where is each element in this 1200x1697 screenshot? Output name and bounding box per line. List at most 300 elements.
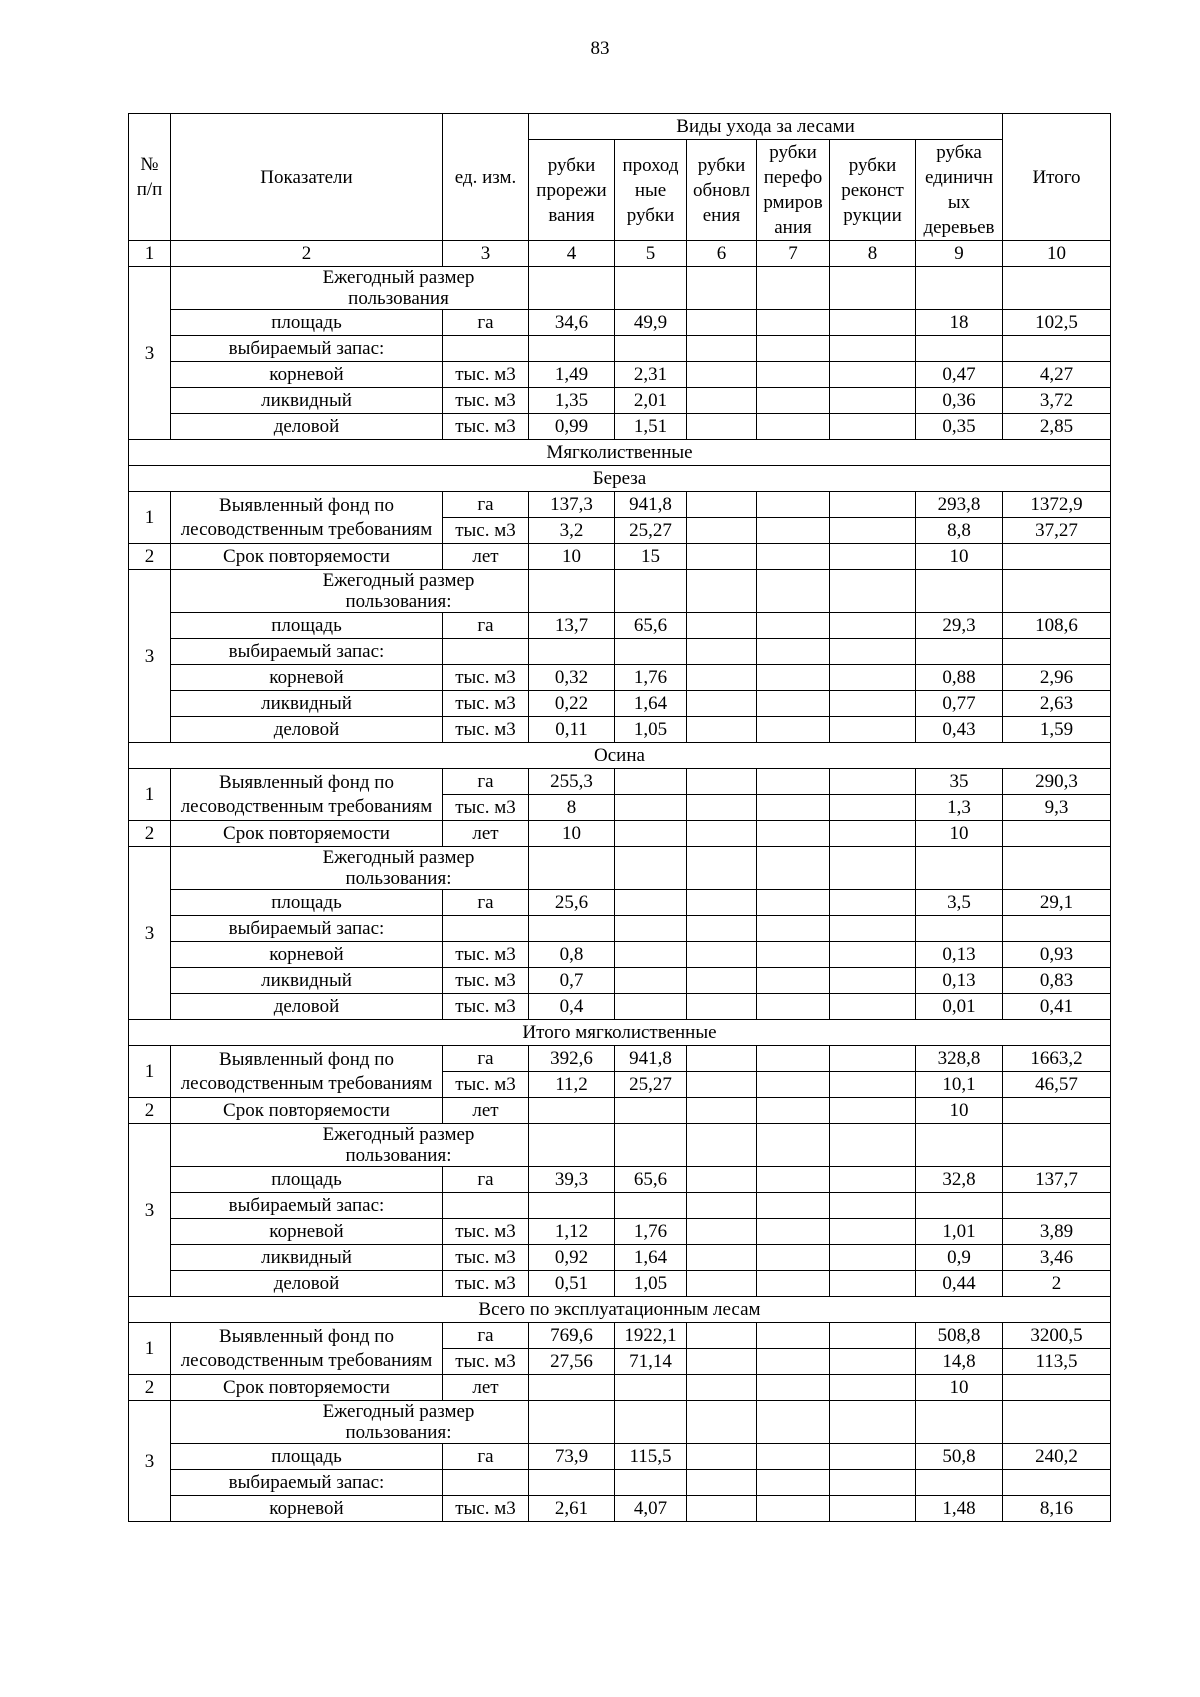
period-label: Срок повторяемости [171, 1375, 443, 1401]
value-reforming [757, 639, 830, 665]
value-single-trees: 0,13 [916, 942, 1003, 968]
page-number: 83 [590, 38, 610, 59]
value-reforming [757, 968, 830, 994]
annual-usage-row [129, 267, 1111, 310]
value-thinning: 1,49 [529, 362, 615, 388]
unit-cell: га [443, 890, 529, 916]
value-reconstruction [830, 1375, 916, 1401]
value-reforming [757, 1098, 830, 1124]
period-label: Срок повторяемости [171, 821, 443, 847]
value-thinning: 8 [529, 795, 615, 821]
value-reforming [757, 613, 830, 639]
value-total: 3,89 [1003, 1219, 1111, 1245]
row-number: 1 [129, 1323, 171, 1375]
value-reforming [757, 1124, 830, 1167]
value-reconstruction [830, 665, 916, 691]
value-reforming [757, 1444, 830, 1470]
value-total [1003, 336, 1111, 362]
value-thinning: 73,9 [529, 1444, 615, 1470]
value-reforming [757, 310, 830, 336]
value-thinning: 1,35 [529, 388, 615, 414]
value-total: 37,27 [1003, 518, 1111, 544]
value-single-trees: 29,3 [916, 613, 1003, 639]
species-title-row [129, 466, 1111, 492]
value-thinning: 0,51 [529, 1271, 615, 1297]
indicator-label: площадь [171, 890, 443, 916]
section-title: Мягколиственные [129, 440, 1111, 466]
value-reconstruction [830, 414, 916, 440]
row-number: 1 [129, 1046, 171, 1098]
value-renewal [687, 1193, 757, 1219]
value-thinning [529, 847, 615, 890]
value-renewal [687, 968, 757, 994]
value-passing [615, 1193, 687, 1219]
value-total: 108,6 [1003, 613, 1111, 639]
unit-cell: тыс. м3 [443, 717, 529, 743]
fund-area-row [129, 1323, 1111, 1349]
row-number: 2 [129, 821, 171, 847]
value-reconstruction [830, 388, 916, 414]
value-reforming [757, 795, 830, 821]
value-total [1003, 544, 1111, 570]
value-thinning [529, 570, 615, 613]
value-total: 29,1 [1003, 890, 1111, 916]
value-thinning: 10 [529, 544, 615, 570]
value-thinning: 137,3 [529, 492, 615, 518]
indicator-label: ликвидный [171, 968, 443, 994]
species-title: Осина [129, 743, 1111, 769]
usage-row [129, 336, 1111, 362]
value-single-trees: 3,5 [916, 890, 1003, 916]
header-single-trees: рубка единичн ых деревьев [916, 140, 1003, 241]
value-reconstruction [830, 847, 916, 890]
unit-cell: лет [443, 544, 529, 570]
value-single-trees: 508,8 [916, 1323, 1003, 1349]
value-thinning: 11,2 [529, 1072, 615, 1098]
row-number: 3 [129, 1401, 171, 1522]
value-passing: 25,27 [615, 518, 687, 544]
value-total [1003, 1401, 1111, 1444]
value-renewal [687, 1098, 757, 1124]
value-passing: 115,5 [615, 1444, 687, 1470]
value-total [1003, 821, 1111, 847]
value-total [1003, 267, 1111, 310]
fund-area-row [129, 1046, 1111, 1072]
usage-row [129, 613, 1111, 639]
usage-row [129, 691, 1111, 717]
value-passing: 2,31 [615, 362, 687, 388]
value-single-trees [916, 1193, 1003, 1219]
value-reforming [757, 388, 830, 414]
value-reforming [757, 1167, 830, 1193]
value-reforming [757, 994, 830, 1020]
value-passing [615, 267, 687, 310]
value-reconstruction [830, 916, 916, 942]
value-renewal [687, 795, 757, 821]
value-thinning: 0,4 [529, 994, 615, 1020]
column-number: 8 [830, 241, 916, 267]
value-single-trees: 1,3 [916, 795, 1003, 821]
value-thinning [529, 1124, 615, 1167]
value-reconstruction [830, 717, 916, 743]
section-title-row [129, 440, 1111, 466]
value-reconstruction [830, 1444, 916, 1470]
value-renewal [687, 1349, 757, 1375]
value-single-trees: 35 [916, 769, 1003, 795]
indicator-label: площадь [171, 613, 443, 639]
indicator-label: деловой [171, 994, 443, 1020]
value-reforming [757, 414, 830, 440]
species-title-row [129, 1297, 1111, 1323]
value-renewal [687, 1444, 757, 1470]
value-single-trees: 32,8 [916, 1167, 1003, 1193]
unit-cell: тыс. м3 [443, 691, 529, 717]
value-renewal [687, 717, 757, 743]
value-passing: 15 [615, 544, 687, 570]
unit-cell: тыс. м3 [443, 665, 529, 691]
unit-cell: тыс. м3 [443, 518, 529, 544]
header-indicator: Показатели [171, 114, 443, 241]
value-total: 1,59 [1003, 717, 1111, 743]
value-total: 3,72 [1003, 388, 1111, 414]
value-single-trees: 0,13 [916, 968, 1003, 994]
value-renewal [687, 847, 757, 890]
value-passing [615, 795, 687, 821]
unit-cell [443, 916, 529, 942]
value-single-trees: 10 [916, 821, 1003, 847]
indicator-label: корневой [171, 362, 443, 388]
value-passing [615, 847, 687, 890]
value-total: 240,2 [1003, 1444, 1111, 1470]
value-reconstruction [830, 1219, 916, 1245]
value-single-trees: 10 [916, 544, 1003, 570]
value-reforming [757, 1271, 830, 1297]
species-title: Береза [129, 466, 1111, 492]
column-number: 9 [916, 241, 1003, 267]
value-thinning: 392,6 [529, 1046, 615, 1072]
fund-label: Выявленный фонд по лесоводственным требованиям [171, 1046, 443, 1098]
value-single-trees: 0,88 [916, 665, 1003, 691]
value-reforming [757, 665, 830, 691]
period-row [129, 1098, 1111, 1124]
unit-cell: тыс. м3 [443, 1072, 529, 1098]
value-renewal [687, 362, 757, 388]
row-number: 3 [129, 570, 171, 743]
value-renewal [687, 890, 757, 916]
usage-row [129, 1470, 1111, 1496]
indicator-label: корневой [171, 665, 443, 691]
column-number: 6 [687, 241, 757, 267]
header-reforming: рубки перефо рмиров ания [757, 140, 830, 241]
value-total: 8,16 [1003, 1496, 1111, 1522]
value-single-trees: 10 [916, 1098, 1003, 1124]
value-thinning: 25,6 [529, 890, 615, 916]
fund-label: Выявленный фонд по лесоводственным требованиям [171, 769, 443, 821]
value-single-trees [916, 1124, 1003, 1167]
value-reforming [757, 1046, 830, 1072]
value-single-trees [916, 1401, 1003, 1444]
value-thinning: 0,11 [529, 717, 615, 743]
usage-row [129, 1167, 1111, 1193]
value-thinning [529, 1470, 615, 1496]
value-reforming [757, 362, 830, 388]
unit-cell: га [443, 613, 529, 639]
species-title-row [129, 743, 1111, 769]
value-renewal [687, 544, 757, 570]
unit-cell: тыс. м3 [443, 1271, 529, 1297]
table-body [129, 267, 1111, 1522]
value-total: 9,3 [1003, 795, 1111, 821]
value-single-trees: 0,01 [916, 994, 1003, 1020]
value-reconstruction [830, 1401, 916, 1444]
unit-cell [443, 336, 529, 362]
indicator-label: корневой [171, 1219, 443, 1245]
value-reforming [757, 1193, 830, 1219]
value-total: 3,46 [1003, 1245, 1111, 1271]
value-thinning: 0,92 [529, 1245, 615, 1271]
value-reforming [757, 492, 830, 518]
value-thinning: 39,3 [529, 1167, 615, 1193]
unit-cell [443, 1470, 529, 1496]
unit-cell: га [443, 492, 529, 518]
value-passing: 1,05 [615, 1271, 687, 1297]
annual-usage-label: Ежегодный размер пользования: [171, 1124, 529, 1167]
value-reforming [757, 1072, 830, 1098]
value-thinning: 27,56 [529, 1349, 615, 1375]
value-renewal [687, 492, 757, 518]
value-single-trees [916, 1470, 1003, 1496]
value-passing: 65,6 [615, 1167, 687, 1193]
value-single-trees: 0,36 [916, 388, 1003, 414]
value-thinning [529, 1401, 615, 1444]
value-total: 1663,2 [1003, 1046, 1111, 1072]
unit-cell: га [443, 1444, 529, 1470]
value-renewal [687, 388, 757, 414]
value-reconstruction [830, 821, 916, 847]
annual-usage-row [129, 847, 1111, 890]
value-thinning: 0,7 [529, 968, 615, 994]
row-number: 3 [129, 267, 171, 440]
usage-row [129, 310, 1111, 336]
row-number: 1 [129, 769, 171, 821]
value-thinning [529, 267, 615, 310]
value-renewal [687, 1072, 757, 1098]
value-passing: 1,76 [615, 1219, 687, 1245]
value-reconstruction [830, 1072, 916, 1098]
value-single-trees: 328,8 [916, 1046, 1003, 1072]
value-thinning: 10 [529, 821, 615, 847]
value-passing [615, 1098, 687, 1124]
value-total: 113,5 [1003, 1349, 1111, 1375]
value-reconstruction [830, 1167, 916, 1193]
value-reconstruction [830, 994, 916, 1020]
value-renewal [687, 267, 757, 310]
value-renewal [687, 1046, 757, 1072]
value-renewal [687, 639, 757, 665]
value-thinning [529, 1098, 615, 1124]
value-reconstruction [830, 1046, 916, 1072]
value-thinning [529, 639, 615, 665]
unit-cell: тыс. м3 [443, 1219, 529, 1245]
value-reconstruction [830, 362, 916, 388]
annual-usage-row [129, 570, 1111, 613]
period-label: Срок повторяемости [171, 544, 443, 570]
unit-cell: га [443, 310, 529, 336]
value-renewal [687, 1470, 757, 1496]
indicator-label: деловой [171, 414, 443, 440]
value-total [1003, 847, 1111, 890]
annual-usage-label: Ежегодный размер пользования: [171, 847, 529, 890]
value-passing: 65,6 [615, 613, 687, 639]
unit-cell: га [443, 1046, 529, 1072]
value-passing: 1922,1 [615, 1323, 687, 1349]
header-total: Итого [1003, 114, 1111, 241]
value-single-trees: 0,77 [916, 691, 1003, 717]
indicator-label: выбираемый запас: [171, 1193, 443, 1219]
annual-usage-label: Ежегодный размер пользования [171, 267, 529, 310]
value-total [1003, 1124, 1111, 1167]
value-passing [615, 916, 687, 942]
value-thinning: 1,12 [529, 1219, 615, 1245]
value-passing: 2,01 [615, 388, 687, 414]
value-thinning: 255,3 [529, 769, 615, 795]
value-renewal [687, 1167, 757, 1193]
value-passing [615, 1124, 687, 1167]
column-number: 10 [1003, 241, 1111, 267]
header-num: № п/п [129, 114, 171, 241]
value-reforming [757, 1470, 830, 1496]
indicator-label: площадь [171, 310, 443, 336]
value-passing [615, 994, 687, 1020]
unit-cell: тыс. м3 [443, 968, 529, 994]
annual-usage-row [129, 1124, 1111, 1167]
indicator-label: ликвидный [171, 388, 443, 414]
column-number: 1 [129, 241, 171, 267]
value-passing [615, 1401, 687, 1444]
header-unit: ед. изм. [443, 114, 529, 241]
value-single-trees: 0,35 [916, 414, 1003, 440]
annual-usage-label: Ежегодный размер пользования: [171, 570, 529, 613]
value-reconstruction [830, 1124, 916, 1167]
value-reforming [757, 942, 830, 968]
usage-row [129, 1245, 1111, 1271]
indicator-label: выбираемый запас: [171, 336, 443, 362]
value-reforming [757, 336, 830, 362]
value-renewal [687, 336, 757, 362]
value-passing: 1,05 [615, 717, 687, 743]
species-title: Итого мягколиственные [129, 1020, 1111, 1046]
value-passing [615, 639, 687, 665]
value-passing [615, 336, 687, 362]
value-passing: 71,14 [615, 1349, 687, 1375]
value-passing: 941,8 [615, 1046, 687, 1072]
value-passing: 941,8 [615, 492, 687, 518]
unit-cell: тыс. м3 [443, 1349, 529, 1375]
usage-row [129, 994, 1111, 1020]
value-renewal [687, 942, 757, 968]
value-passing [615, 821, 687, 847]
row-number: 2 [129, 1098, 171, 1124]
unit-cell: тыс. м3 [443, 994, 529, 1020]
header-row-group [129, 114, 1111, 140]
usage-row [129, 942, 1111, 968]
value-thinning: 0,22 [529, 691, 615, 717]
value-passing: 1,64 [615, 691, 687, 717]
value-total [1003, 916, 1111, 942]
usage-row [129, 968, 1111, 994]
usage-row [129, 414, 1111, 440]
usage-row [129, 362, 1111, 388]
header-renewal: рубки обновл ения [687, 140, 757, 241]
value-total: 1372,9 [1003, 492, 1111, 518]
value-passing [615, 890, 687, 916]
unit-cell: га [443, 1167, 529, 1193]
species-title-row [129, 1020, 1111, 1046]
header-thinning: рубки прорежи вания [529, 140, 615, 241]
row-number: 3 [129, 1124, 171, 1297]
fund-area-row [129, 492, 1111, 518]
value-total [1003, 1375, 1111, 1401]
value-thinning: 0,32 [529, 665, 615, 691]
value-thinning: 34,6 [529, 310, 615, 336]
value-reforming [757, 1496, 830, 1522]
value-total [1003, 1470, 1111, 1496]
unit-cell: тыс. м3 [443, 1496, 529, 1522]
value-reconstruction [830, 1349, 916, 1375]
column-number: 5 [615, 241, 687, 267]
value-passing: 1,64 [615, 1245, 687, 1271]
value-reforming [757, 1219, 830, 1245]
unit-cell: лет [443, 821, 529, 847]
value-reforming [757, 1245, 830, 1271]
value-single-trees [916, 847, 1003, 890]
value-renewal [687, 1401, 757, 1444]
value-single-trees: 18 [916, 310, 1003, 336]
value-total: 102,5 [1003, 310, 1111, 336]
header-care-types: Виды ухода за лесами [529, 114, 1003, 140]
value-reconstruction [830, 570, 916, 613]
value-thinning: 13,7 [529, 613, 615, 639]
value-single-trees: 50,8 [916, 1444, 1003, 1470]
row-number: 1 [129, 492, 171, 544]
column-number: 2 [171, 241, 443, 267]
fund-label: Выявленный фонд по лесоводственным требованиям [171, 492, 443, 544]
value-thinning: 3,2 [529, 518, 615, 544]
indicator-label: выбираемый запас: [171, 916, 443, 942]
value-total: 2,96 [1003, 665, 1111, 691]
value-renewal [687, 1323, 757, 1349]
column-number: 7 [757, 241, 830, 267]
value-renewal [687, 570, 757, 613]
row-number: 2 [129, 1375, 171, 1401]
value-single-trees: 1,48 [916, 1496, 1003, 1522]
value-reconstruction [830, 691, 916, 717]
value-reforming [757, 890, 830, 916]
value-renewal [687, 916, 757, 942]
indicator-label: площадь [171, 1167, 443, 1193]
indicator-label: деловой [171, 717, 443, 743]
value-renewal [687, 821, 757, 847]
value-passing: 1,51 [615, 414, 687, 440]
value-renewal [687, 1245, 757, 1271]
usage-row [129, 1219, 1111, 1245]
value-total: 290,3 [1003, 769, 1111, 795]
value-single-trees [916, 570, 1003, 613]
value-total: 2 [1003, 1271, 1111, 1297]
forest-care-table [128, 113, 1111, 1522]
value-reconstruction [830, 1245, 916, 1271]
value-single-trees: 1,01 [916, 1219, 1003, 1245]
